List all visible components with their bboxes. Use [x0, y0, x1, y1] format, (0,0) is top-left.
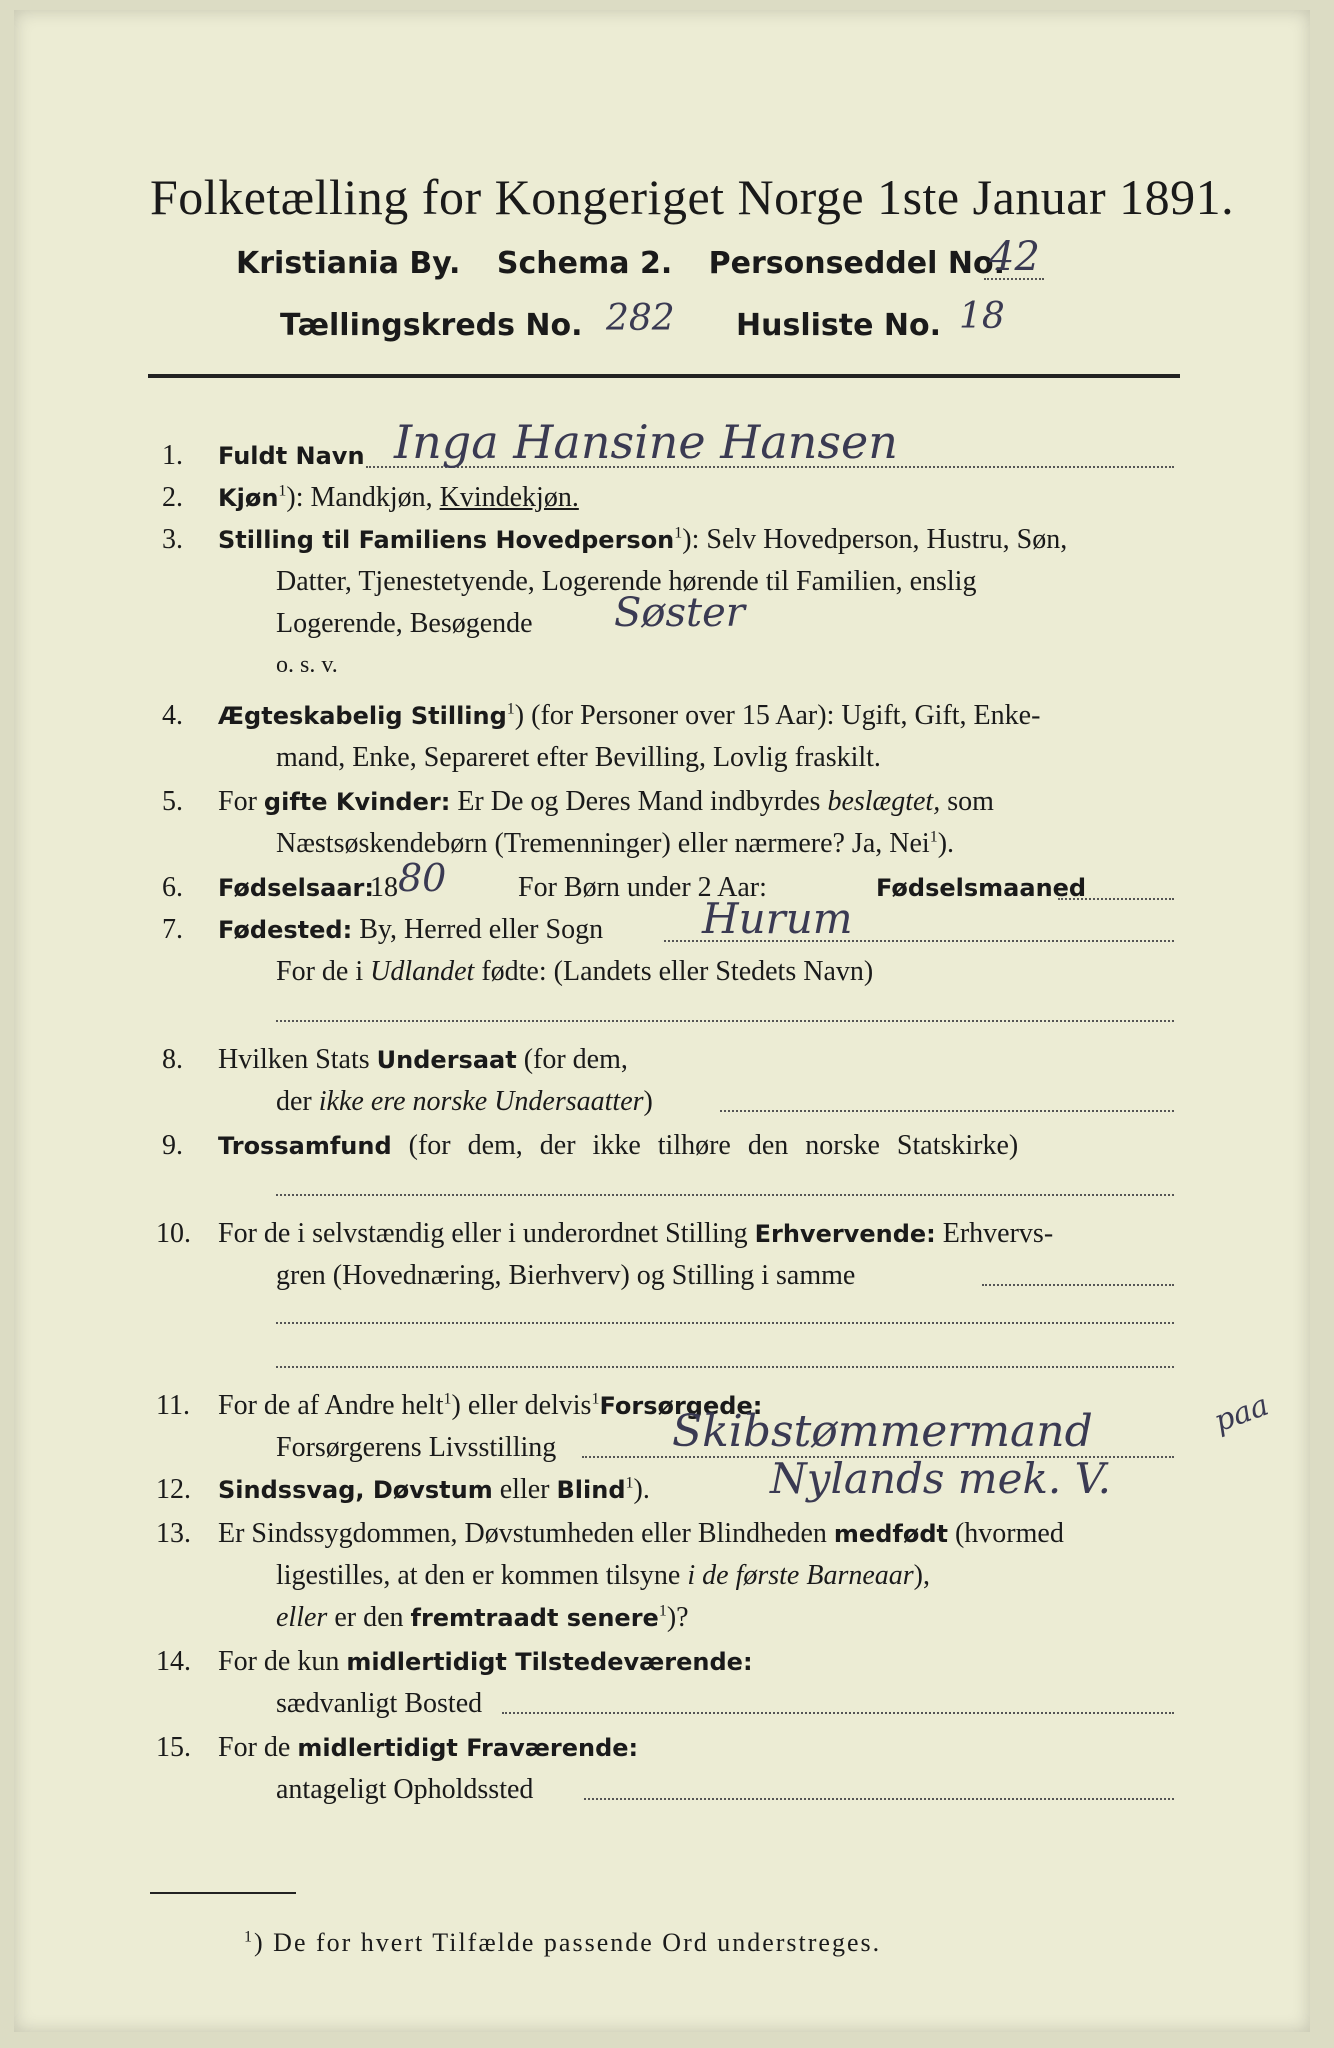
married-women-label: gifte Kvinder:	[263, 788, 451, 816]
item-number: 3.	[162, 524, 183, 555]
item-13-line-3-suffix: )?	[666, 1602, 689, 1633]
item-10-line-1	[218, 1218, 1053, 1250]
item-7-prefix: For de i	[276, 956, 371, 987]
footnote-ref: 1	[443, 1390, 452, 1408]
birth-month-label: Fødselsmaaned	[876, 874, 1087, 902]
item-13-line-2	[276, 1560, 930, 1592]
item-12-or: eller	[492, 1474, 557, 1505]
item-11-prefix: For de af Andre helt	[218, 1390, 444, 1421]
citizenship-label: Undersaat	[376, 1046, 517, 1074]
item-7-suffix: fødte: (Landets eller Stedets Navn)	[474, 956, 874, 987]
closing-paren: )	[254, 1928, 274, 1957]
religion-dots	[276, 1194, 1174, 1196]
item-6-under-2: For Børn under 2 Aar:	[518, 872, 767, 903]
birth-month-dots	[1058, 898, 1174, 900]
footnote	[244, 1928, 881, 1958]
occupation-dots-2	[276, 1322, 1174, 1324]
usual-residence-dots	[502, 1712, 1174, 1714]
item-13-line-3	[276, 1602, 689, 1634]
temporarily-present-label: midlertidigt Tilstedeværende:	[346, 1648, 753, 1676]
item-number: 14.	[156, 1646, 191, 1677]
item-5-line-1	[218, 786, 994, 818]
husliste-number: 18	[959, 296, 1005, 337]
header-line-3	[280, 308, 583, 343]
item-number: 9.	[162, 1130, 183, 1161]
item-10-prefix: For de i selvstændig eller i underordnet Stilling	[218, 1218, 755, 1249]
closing-paren: ).	[937, 828, 955, 859]
item-8-prefix: Hvilken Stats	[218, 1044, 377, 1075]
or-italic: eller	[276, 1602, 328, 1633]
item-14-line-2: sædvanligt Bosted	[276, 1688, 483, 1719]
birthplace-answer: Hurum	[702, 894, 853, 943]
item-5-question: Er De og Deres Mand indbyrdes	[450, 786, 828, 817]
item-13-line-2-suffix: ),	[913, 1560, 930, 1591]
item-12-line	[218, 1474, 650, 1506]
family-position-label: Stilling til Familiens Hovedperson	[218, 526, 675, 554]
item-7-line-2	[276, 956, 873, 988]
occupation-dots-1	[982, 1284, 1174, 1286]
presumed-location-dots	[584, 1798, 1174, 1800]
kreds-label: Tællingskreds No.	[280, 308, 583, 343]
item-15-line-1	[218, 1732, 638, 1764]
footnote-ref: 1	[929, 828, 938, 846]
birthplace-label: Fødested:	[218, 916, 353, 944]
item-7-line-1	[218, 914, 603, 946]
religion-label: Trossamfund	[218, 1132, 392, 1160]
item-4-line-1	[218, 700, 1040, 732]
item-10-line-2: gren (Hovednæring, Bierhverv) og Stilling i samme	[276, 1260, 856, 1291]
full-name-answer: Inga Hansine Hansen	[394, 415, 898, 469]
item-9-line-1	[218, 1130, 1018, 1162]
item-15-prefix: For de	[218, 1732, 298, 1763]
citizenship-dots	[720, 1110, 1174, 1112]
item-3-line-1	[218, 524, 1067, 556]
item-13-suffix: (hvormed	[947, 1518, 1064, 1549]
item-3-line-2: Datter, Tjenestetyende, Logerende hørende til Familien, enslig	[276, 566, 977, 597]
supported-label: Forsørgede:	[599, 1392, 763, 1420]
item-number: 2.	[162, 482, 183, 513]
item-11-middle: ) eller delvis	[451, 1390, 592, 1421]
item-number: 6.	[162, 872, 183, 903]
item-number: 12.	[156, 1474, 191, 1505]
provider-answer: Skibstømmermand	[672, 1406, 1093, 1457]
non-norwegian-italic: ikke ere norske Undersaatter	[318, 1086, 644, 1117]
item-14-prefix: For de kun	[218, 1646, 347, 1677]
census-form-page	[14, 10, 1310, 2032]
footnote-ref: 1	[278, 482, 287, 500]
provider-answer-suffix: paa	[1209, 1387, 1274, 1440]
item-13-line-3-prefix: er den	[327, 1602, 411, 1633]
occupation-label: Erhvervende:	[754, 1220, 936, 1248]
item-13-prefix: Er Sindssygdommen, Døvstumheden eller Blindheden	[218, 1518, 834, 1549]
item-3-line-4: o. s. v.	[276, 652, 338, 678]
family-position-answer: Søster	[614, 590, 745, 636]
item-13-line-2-prefix: ligestilles, at den er kommen tilsyne	[276, 1560, 688, 1591]
marital-label: Ægteskabelig Stilling	[218, 702, 507, 730]
husliste-label: Husliste No.	[736, 308, 941, 343]
disability-label: Sindssvag, Døvstum	[218, 1476, 493, 1504]
footnote-ref: 1	[506, 700, 515, 718]
city-label: Kristiania By.	[236, 246, 461, 281]
personseddel-number: 42	[989, 234, 1040, 280]
footnote-ref: 1	[591, 1390, 600, 1408]
birth-year-answer: 80	[398, 856, 447, 900]
item-15-line-2: antageligt Opholdssted	[276, 1774, 534, 1805]
item-2-line	[218, 482, 579, 514]
sex-options: ): Mandkjøn,	[286, 482, 440, 513]
footnote-rule	[150, 1892, 296, 1894]
closing-paren: ).	[633, 1474, 650, 1505]
congenital-label: medfødt	[833, 1520, 948, 1548]
item-number: 7.	[162, 914, 183, 945]
temporarily-absent-label: midlertidigt Fraværende:	[297, 1734, 639, 1762]
religion-question: (for dem, der ikke tilhøre den norske Statskirke)	[391, 1130, 1019, 1161]
footnote-mark: 1	[244, 1928, 254, 1946]
personseddel-dots	[984, 278, 1044, 280]
birth-year-prefix: 18	[370, 872, 398, 903]
birth-year-label: Fødselsaar:	[218, 874, 374, 902]
footnote-ref: 1	[625, 1474, 634, 1492]
item-8-suffix: (for dem,	[516, 1044, 628, 1075]
childhood-italic: i de første Barneaar	[687, 1560, 914, 1591]
footnote-ref: 1	[674, 524, 683, 542]
item-13-line-1	[218, 1518, 1064, 1550]
item-3-line-3: Logerende, Besøgende	[276, 608, 533, 639]
item-5-options: Næstsøskendebørn (Tremenninger) eller nærmere? Ja, Nei	[276, 828, 930, 859]
item-number: 1.	[162, 440, 183, 471]
kreds-number: 282	[606, 298, 675, 339]
item-5-suffix: som	[940, 786, 994, 817]
footnote-ref: 1	[658, 1602, 667, 1620]
item-11-line-2: Forsørgerens Livsstilling	[276, 1432, 557, 1463]
personseddel-label: Personseddel No.	[708, 246, 1005, 281]
birthplace-question: By, Herred eller Sogn	[352, 914, 604, 945]
item-5-italic: beslægtet,	[827, 786, 941, 817]
abroad-italic: Udlandet	[370, 956, 475, 987]
item-10-suffix: Erhvervs-	[935, 1218, 1054, 1249]
item-number: 15.	[156, 1732, 191, 1763]
item-number: 11.	[156, 1390, 190, 1421]
item-8-line-2	[276, 1086, 653, 1118]
schema-label: Schema 2.	[496, 246, 673, 281]
header-rule	[148, 374, 1180, 378]
item-8-line-1	[218, 1044, 628, 1076]
item-8-der: der	[276, 1086, 319, 1117]
sex-selected: Kvindekjøn.	[439, 482, 579, 513]
form-title: Folketælling for Kongeriget Norge 1ste Januar 1891.	[150, 169, 1235, 225]
later-onset-label: fremtraadt senere	[410, 1604, 659, 1632]
item-number: 10.	[156, 1218, 191, 1249]
provider-answer-line-2: Nylands mek. V.	[770, 1454, 1111, 1503]
family-position-options: ): Selv Hovedperson, Hustru, Søn,	[682, 524, 1068, 555]
sex-label: Kjøn	[218, 484, 279, 512]
item-5-line-2	[276, 828, 954, 860]
marital-options: ) (for Personer over 15 Aar): Ugift, Gift, Enke-	[514, 700, 1041, 731]
abroad-dots	[276, 1020, 1174, 1022]
item-5-prefix: For	[218, 786, 264, 817]
footnote-text: De for hvert Tilfælde passende Ord understreges.	[273, 1928, 882, 1957]
blind-label: Blind	[556, 1476, 626, 1504]
full-name-label: Fuldt Navn	[218, 442, 365, 470]
item-number: 5.	[162, 786, 183, 817]
item-14-line-1	[218, 1646, 753, 1678]
item-number: 13.	[156, 1518, 191, 1549]
occupation-dots-3	[276, 1366, 1174, 1368]
item-4-line-2: mand, Enke, Separeret efter Bevilling, Lovlig fraskilt.	[276, 742, 881, 773]
item-number: 8.	[162, 1044, 183, 1075]
header-line-2	[236, 246, 1005, 281]
closing-paren: )	[643, 1086, 653, 1117]
item-number: 4.	[162, 700, 183, 731]
